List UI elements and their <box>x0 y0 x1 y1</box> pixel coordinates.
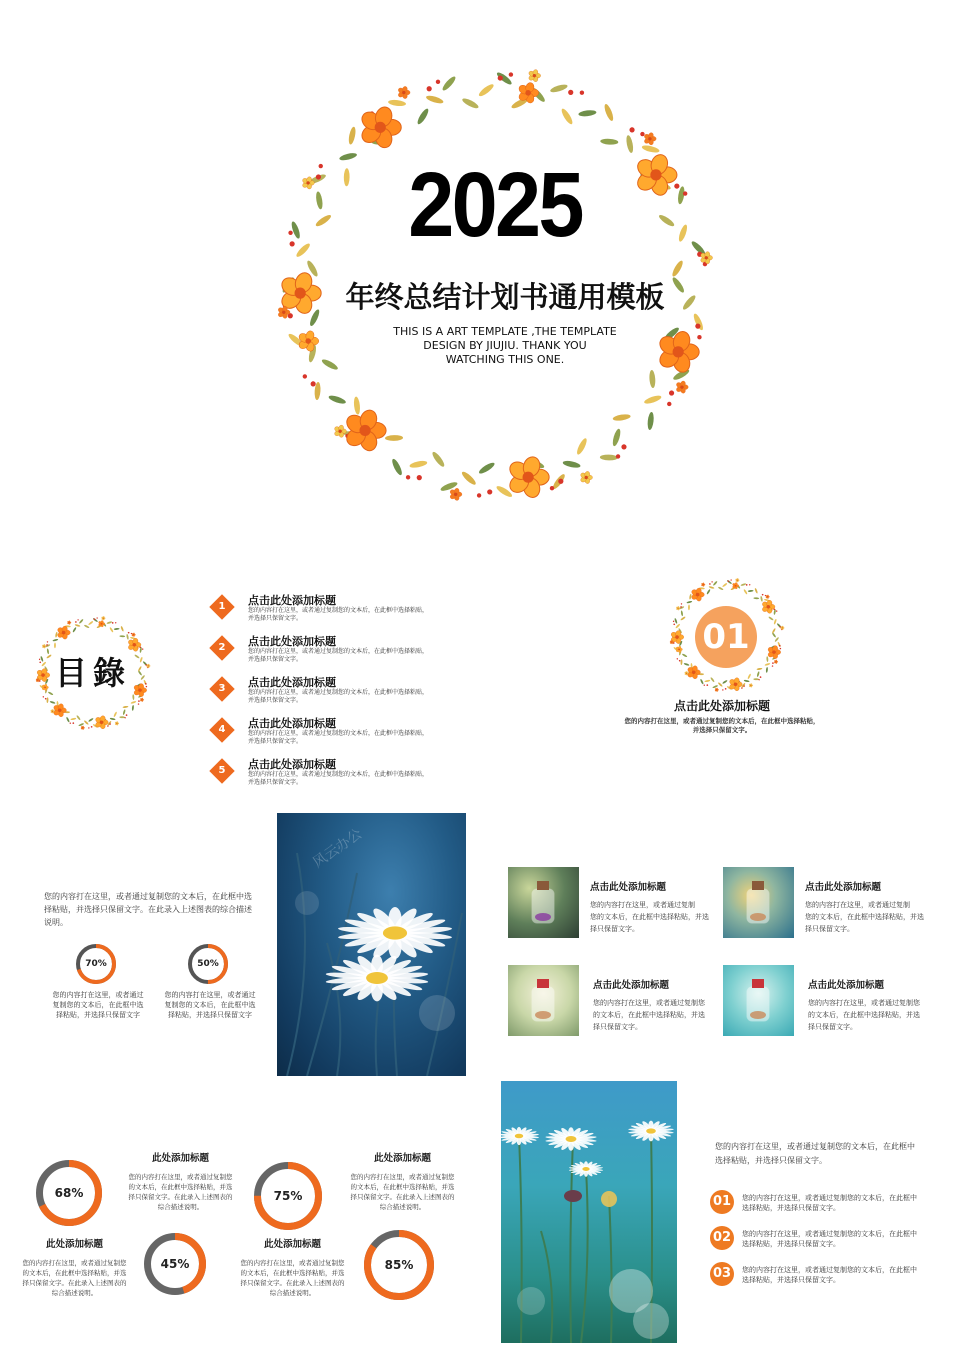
toc-item-desc <box>248 648 428 664</box>
daisy-field-illustration <box>501 1081 677 1343</box>
ring-label: 50% <box>197 959 219 969</box>
toc-item-desc <box>248 607 428 623</box>
card-desc-line: 您的文本后，在此框中选择粘贴，并选 <box>805 913 924 921</box>
card-desc-line: 择只保留文字。 <box>593 1023 642 1031</box>
card-desc-line: 您的内容打在这里，或者通过复制 <box>590 901 695 909</box>
card-desc-line: 您的内容打在这里，或者通过复制您 <box>593 999 705 1007</box>
toc-desc-line: 您的内容打在这里，或者通过复制您的文本后，在此框中选择粘贴， <box>248 730 429 737</box>
toc-item-title[interactable]: 点击此处添加标题 <box>248 635 336 648</box>
block-desc-line: 择只保留文字。在此录入上述图表的 <box>350 1193 455 1201</box>
subtitle-line: DESIGN BY JIUJIU. THANK YOU <box>423 339 587 352</box>
toc-desc-line: 并选择只保留文字。 <box>248 779 303 786</box>
toc-number: 4 <box>218 724 226 735</box>
block-title[interactable]: 此处添加标题 <box>263 1239 321 1250</box>
photo-watermark: 风云办公 <box>310 826 366 872</box>
chapter-title: 点击此处添加标题 <box>673 699 770 713</box>
ring-desc-line: 复制您的文本后，在此框中选 <box>164 1001 256 1009</box>
toc-number: 5 <box>218 765 226 776</box>
bottle-illustration <box>723 965 794 1036</box>
block-desc-line: 综合描述说明。 <box>269 1289 316 1297</box>
block-desc <box>22 1258 127 1298</box>
list-desc-line: 选择粘贴，并选择只保留文字。 <box>742 1276 840 1284</box>
card-desc-line: 的文本后，在此框中选择粘贴，并选 <box>808 1011 920 1019</box>
chart-slide-b <box>0 1080 960 1352</box>
card-desc-line: 择只保留文字。 <box>805 925 854 933</box>
block-desc-line: 综合描述说明。 <box>51 1289 98 1297</box>
ring-desc <box>48 990 148 1020</box>
cover-year: 2025 <box>408 154 582 256</box>
daisy-photo-teal <box>501 1081 677 1343</box>
ring-desc-line: 复制您的文本后，在此框中选 <box>52 1001 144 1009</box>
list-number-badge: 02 <box>710 1226 734 1250</box>
card-title[interactable]: 点击此处添加标题 <box>590 882 667 893</box>
list-desc-line: 您的内容打在这里，或者通过复制您的文本后，在此框中 <box>742 1194 917 1202</box>
ring-desc <box>160 990 260 1020</box>
toc-desc-line: 您的内容打在这里，或者通过复制您的文本后，在此框中选择粘贴， <box>248 689 429 696</box>
toc-desc-line: 您的内容打在这里，或者通过复制您的文本后，在此框中选择粘贴， <box>248 771 429 778</box>
ring-label: 70% <box>85 959 107 969</box>
list-item-desc <box>742 1265 917 1285</box>
intro-line: 说明。 <box>44 918 68 927</box>
card-title[interactable]: 点击此处添加标题 <box>593 980 670 991</box>
toc-item-title[interactable]: 点击此处添加标题 <box>248 676 336 689</box>
block-desc <box>350 1172 455 1212</box>
subtitle-line: THIS IS A ART TEMPLATE ,THE TEMPLATE <box>393 325 617 338</box>
daisy-photo-blue <box>277 813 466 1076</box>
intro-line: 择粘贴，并选择只保留文字。在此录入上述图表的综合描述 <box>44 905 252 914</box>
intro-line: 您的内容打在这里，或者通过复制您的文本后，在此框中选 <box>44 892 252 901</box>
bottle-photo <box>508 965 579 1036</box>
card-desc-line: 您的内容打在这里，或者通过复制您 <box>808 999 920 1007</box>
bottle-photo <box>723 867 794 938</box>
toc-desc-line: 您的内容打在这里，或者通过复制您的文本后，在此框中选择粘贴， <box>248 607 429 614</box>
list-desc-line: 您的内容打在这里，或者通过复制您的文本后，在此框中 <box>742 1230 917 1238</box>
card-desc-line: 您的内容打在这里，或者通过复制 <box>805 901 910 909</box>
block-desc-line: 的文本后，在此框中选择粘贴，并选 <box>350 1183 455 1191</box>
block-desc <box>240 1258 345 1298</box>
toc-desc-line: 并选择只保留文字。 <box>248 738 303 745</box>
list-item-desc <box>742 1229 917 1249</box>
block-desc-line: 择只保留文字。在此录入上述图表的 <box>240 1279 345 1287</box>
chapter-desc <box>612 717 832 735</box>
bottle-illustration <box>508 965 579 1036</box>
toc-desc-line: 并选择只保留文字。 <box>248 697 303 704</box>
toc-heading: 目錄 <box>54 654 131 692</box>
block-desc-line: 择只保留文字。在此录入上述图表的 <box>128 1193 233 1201</box>
block-desc-line: 的文本后，在此框中选择粘贴，并选 <box>128 1183 233 1191</box>
block-desc-line: 您的内容打在这里，或者通过复制您 <box>22 1259 127 1267</box>
ring-label: 45% <box>160 1257 190 1271</box>
cover-slide <box>0 0 960 540</box>
block-desc-line: 您的内容打在这里，或者通过复制您 <box>240 1259 345 1267</box>
toc-desc-line: 并选择只保留文字。 <box>248 656 303 663</box>
block-desc-line: 的文本后，在此框中选择粘贴，并选 <box>240 1269 345 1277</box>
card-desc <box>593 997 705 1033</box>
card-title[interactable]: 点击此处添加标题 <box>808 980 885 991</box>
block-desc-line: 您的内容打在这里，或者通过复制您 <box>128 1173 233 1181</box>
card-desc-line: 择只保留文字。 <box>808 1023 857 1031</box>
toc-item-title[interactable]: 点击此处添加标题 <box>248 758 336 771</box>
bottle-illustration <box>723 867 794 938</box>
card-desc <box>805 899 924 935</box>
block-desc-line: 的文本后，在此框中选择粘贴，并选 <box>22 1269 127 1277</box>
list-desc-line: 您的内容打在这里，或者通过复制您的文本后，在此框中 <box>742 1266 917 1274</box>
cover-subtitle <box>340 325 670 367</box>
block-title[interactable]: 此处添加标题 <box>45 1239 103 1250</box>
card-desc-line: 的文本后，在此框中选择粘贴，并选 <box>593 1011 705 1019</box>
toc-number: 1 <box>218 601 226 612</box>
list-desc-line: 选择粘贴，并选择只保留文字。 <box>742 1240 840 1248</box>
card-desc <box>808 997 920 1033</box>
block-title[interactable]: 此处添加标题 <box>373 1153 431 1164</box>
toc-item-desc <box>248 689 428 705</box>
bottle-photo <box>723 965 794 1036</box>
list-number-badge: 03 <box>710 1262 734 1286</box>
toc-item-desc <box>248 771 428 787</box>
toc-slide <box>0 560 960 800</box>
ring-desc-line: 择粘贴，并选择只保留文字 <box>168 1011 252 1019</box>
card-title[interactable]: 点击此处添加标题 <box>805 882 882 893</box>
daisy-illustration <box>277 813 466 1076</box>
chapter-desc-line: 并选择只保留文字。 <box>692 726 752 734</box>
ring-desc-line: 您的内容打在这里，或者通过 <box>52 991 144 999</box>
block-desc-line: 综合描述说明。 <box>157 1203 204 1211</box>
chapter-number: 01 <box>702 617 750 657</box>
block-desc-line: 您的内容打在这里，或者通过复制您 <box>350 1173 455 1181</box>
block-desc-line: 综合描述说明。 <box>379 1203 426 1211</box>
toc-item-title[interactable]: 点击此处添加标题 <box>248 594 336 607</box>
ring-label: 68% <box>54 1186 84 1200</box>
chapter-desc-line: 您的内容打在这里，或者通过复制您的文本后，在此框中选择粘贴， <box>624 717 820 725</box>
list-desc-line: 选择粘贴，并选择只保留文字。 <box>742 1204 840 1212</box>
toc-item-desc <box>248 730 428 746</box>
ring-label: 85% <box>384 1258 414 1272</box>
card-desc <box>590 899 709 935</box>
list-number-badge: 01 <box>710 1190 734 1214</box>
chart-slide-a <box>0 812 960 1077</box>
cover-title: 年终总结计划书通用模板 <box>345 280 665 314</box>
card-desc-line: 择只保留文字。 <box>590 925 639 933</box>
slide6-intro <box>715 1140 935 1168</box>
bottle-photo <box>508 867 579 938</box>
ring-desc-line: 您的内容打在这里，或者通过 <box>164 991 256 999</box>
ring-desc-line: 择粘贴，并选择只保留文字 <box>56 1011 140 1019</box>
ring-label: 75% <box>273 1189 303 1203</box>
subtitle-line: WATCHING THIS ONE. <box>445 353 565 366</box>
toc-desc-line: 您的内容打在这里，或者通过复制您的文本后，在此框中选择粘贴， <box>248 648 429 655</box>
intro-text <box>44 890 264 929</box>
toc-number: 3 <box>218 683 226 694</box>
block-title[interactable]: 此处添加标题 <box>151 1153 209 1164</box>
card-desc-line: 您的文本后，在此框中选择粘贴，并选 <box>590 913 709 921</box>
block-desc-line: 择只保留文字。在此录入上述图表的 <box>22 1279 127 1287</box>
block-desc <box>128 1172 233 1212</box>
toc-number: 2 <box>218 642 226 653</box>
intro-line: 您的内容打在这里，或者通过复制您的文本后，在此框中 <box>715 1142 915 1151</box>
intro-line: 选择粘贴，并选择只保留文字。 <box>715 1156 827 1165</box>
toc-item-title[interactable]: 点击此处添加标题 <box>248 717 336 730</box>
list-item-desc <box>742 1193 917 1213</box>
toc-desc-line: 并选择只保留文字。 <box>248 615 303 622</box>
bottle-illustration <box>508 867 579 938</box>
